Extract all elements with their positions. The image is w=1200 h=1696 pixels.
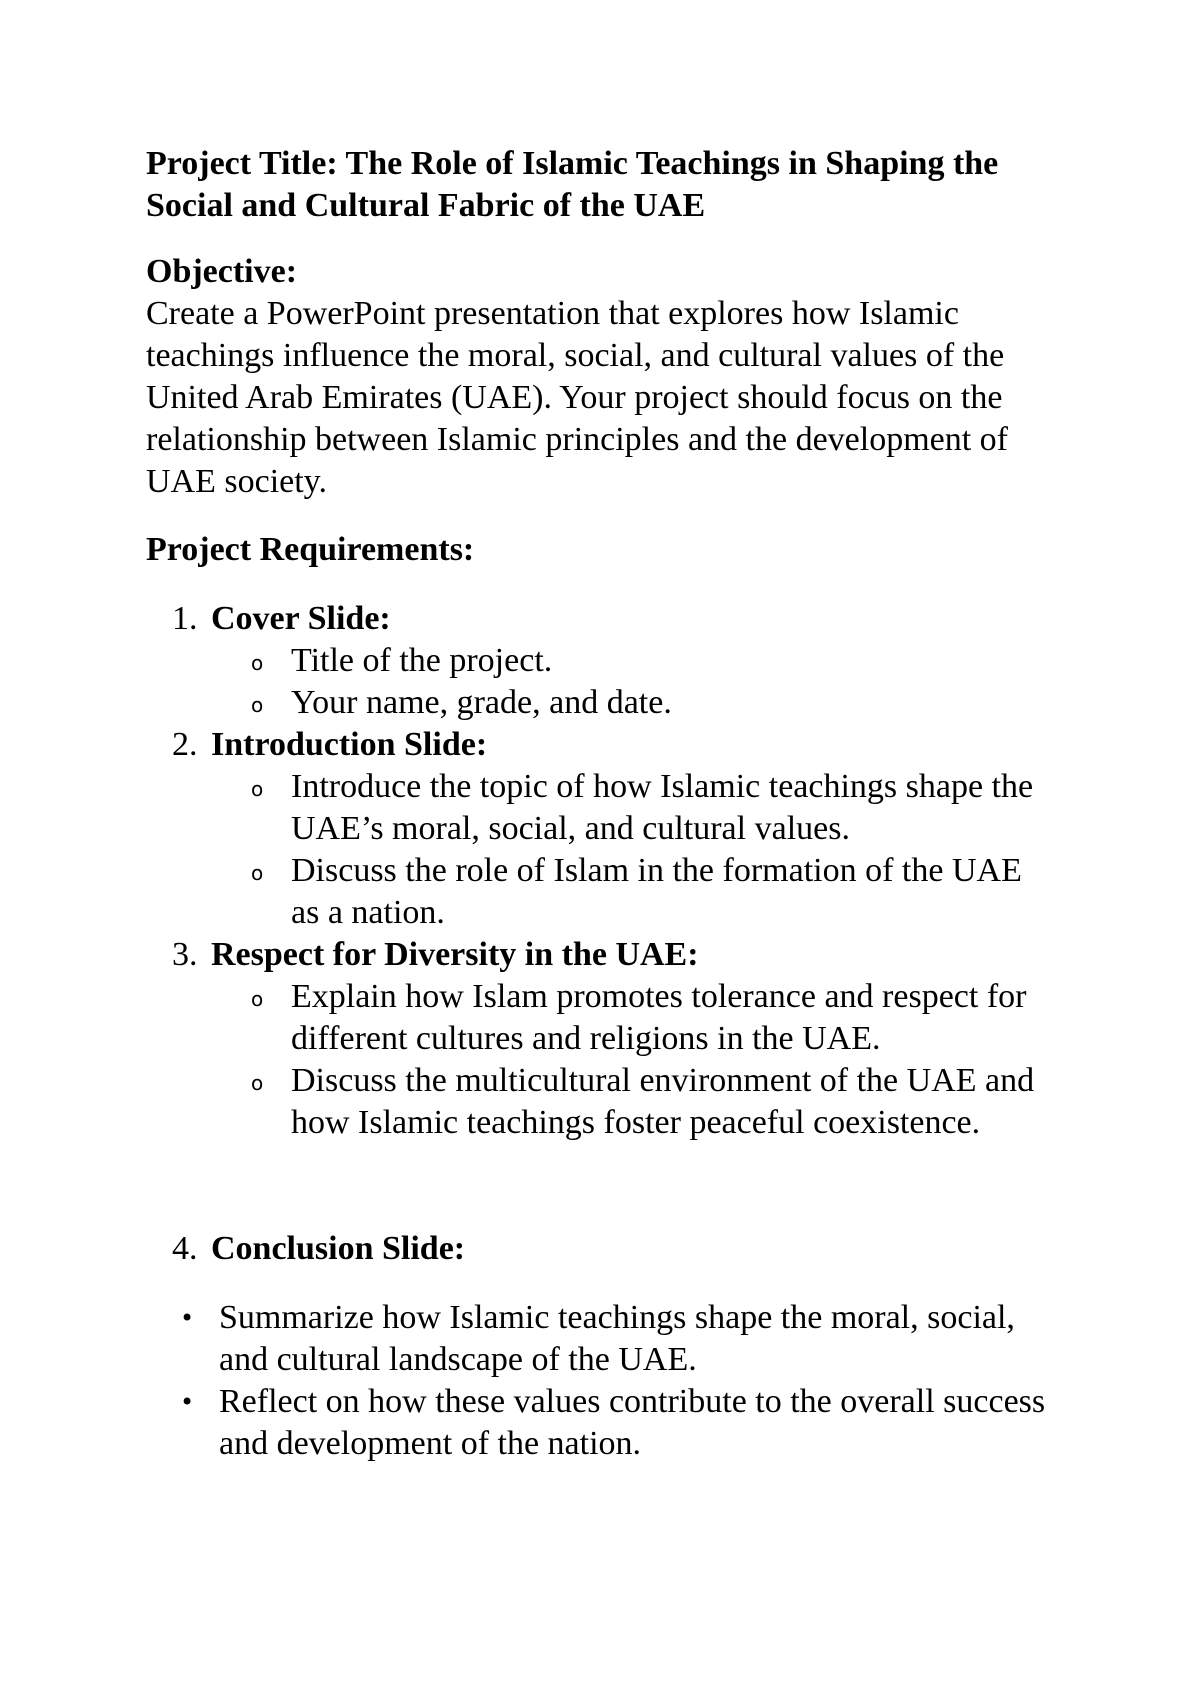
bullet-text: Summarize how Islamic teachings shape the moral, social, and cultural landscape of the UAE. xyxy=(219,1299,1015,1378)
list-item xyxy=(211,1060,1046,1144)
hollow-circle-bullet-icon: o xyxy=(251,1071,264,1095)
document-body xyxy=(146,143,1046,1465)
section-number: 2. xyxy=(172,726,198,763)
section-item xyxy=(146,724,1046,934)
bullet-text: Discuss the role of Islam in the formation of the UAE as a nation. xyxy=(291,852,1022,931)
section-number: 4. xyxy=(172,1230,198,1267)
requirements-heading: Project Requirements: xyxy=(146,531,475,568)
section-bullets xyxy=(211,640,1046,724)
section-label: Conclusion Slide: xyxy=(211,1230,466,1267)
list-item xyxy=(146,1297,1046,1381)
bullet-icon: • xyxy=(180,1304,195,1332)
section-number: 1. xyxy=(172,600,198,637)
bullet-text: Explain how Islam promotes tolerance and respect for different cultures and religions in the UAE. xyxy=(291,978,1027,1057)
section-label: Introduction Slide: xyxy=(211,726,488,763)
bullet-text: Your name, grade, and date. xyxy=(291,684,672,721)
section-item xyxy=(146,934,1046,1144)
list-item xyxy=(211,682,1046,724)
blank-space xyxy=(146,1144,1046,1228)
section-label: Cover Slide: xyxy=(211,600,391,637)
project-title: Project Title: The Role of Islamic Teachings in Shaping the Social and Cultural Fabric of the UAE xyxy=(146,145,999,224)
list-item xyxy=(211,640,1046,682)
section-bullets xyxy=(211,766,1046,934)
bullet-text: Reflect on how these values contribute to the overall success and development of the nation. xyxy=(219,1383,1046,1462)
list-item xyxy=(211,976,1046,1060)
bullet-text: Title of the project. xyxy=(291,642,553,679)
hollow-circle-bullet-icon: o xyxy=(251,777,264,801)
list-item xyxy=(211,850,1046,934)
section-bullets xyxy=(211,976,1046,1144)
objective-text: Create a PowerPoint presentation that explores how Islamic teachings influence the moral, social, and cultural values of the United Arab Emirates (UAE). Your project should focus on the relationship between Islamic principles and the development of UAE society. xyxy=(146,295,1009,500)
hollow-circle-bullet-icon: o xyxy=(251,861,264,885)
bullet-text: Introduce the topic of how Islamic teachings shape the UAE’s moral, social, and cultural values. xyxy=(291,768,1034,847)
bullet-text: Discuss the multicultural environment of the UAE and how Islamic teachings foster peaceful coexistence. xyxy=(291,1062,1035,1141)
requirements-list xyxy=(146,598,1046,1270)
section-item xyxy=(146,1228,1046,1270)
list-item xyxy=(146,1381,1046,1465)
section-number: 3. xyxy=(172,936,198,973)
hollow-circle-bullet-icon: o xyxy=(251,651,264,675)
list-item xyxy=(211,766,1046,850)
bullet-icon: • xyxy=(180,1388,195,1416)
hollow-circle-bullet-icon: o xyxy=(251,987,264,1011)
hollow-circle-bullet-icon: o xyxy=(251,693,264,717)
conclusion-bullets xyxy=(146,1297,1046,1465)
objective-heading: Objective: xyxy=(146,253,298,290)
section-label: Respect for Diversity in the UAE: xyxy=(211,936,699,973)
section-item xyxy=(146,598,1046,724)
